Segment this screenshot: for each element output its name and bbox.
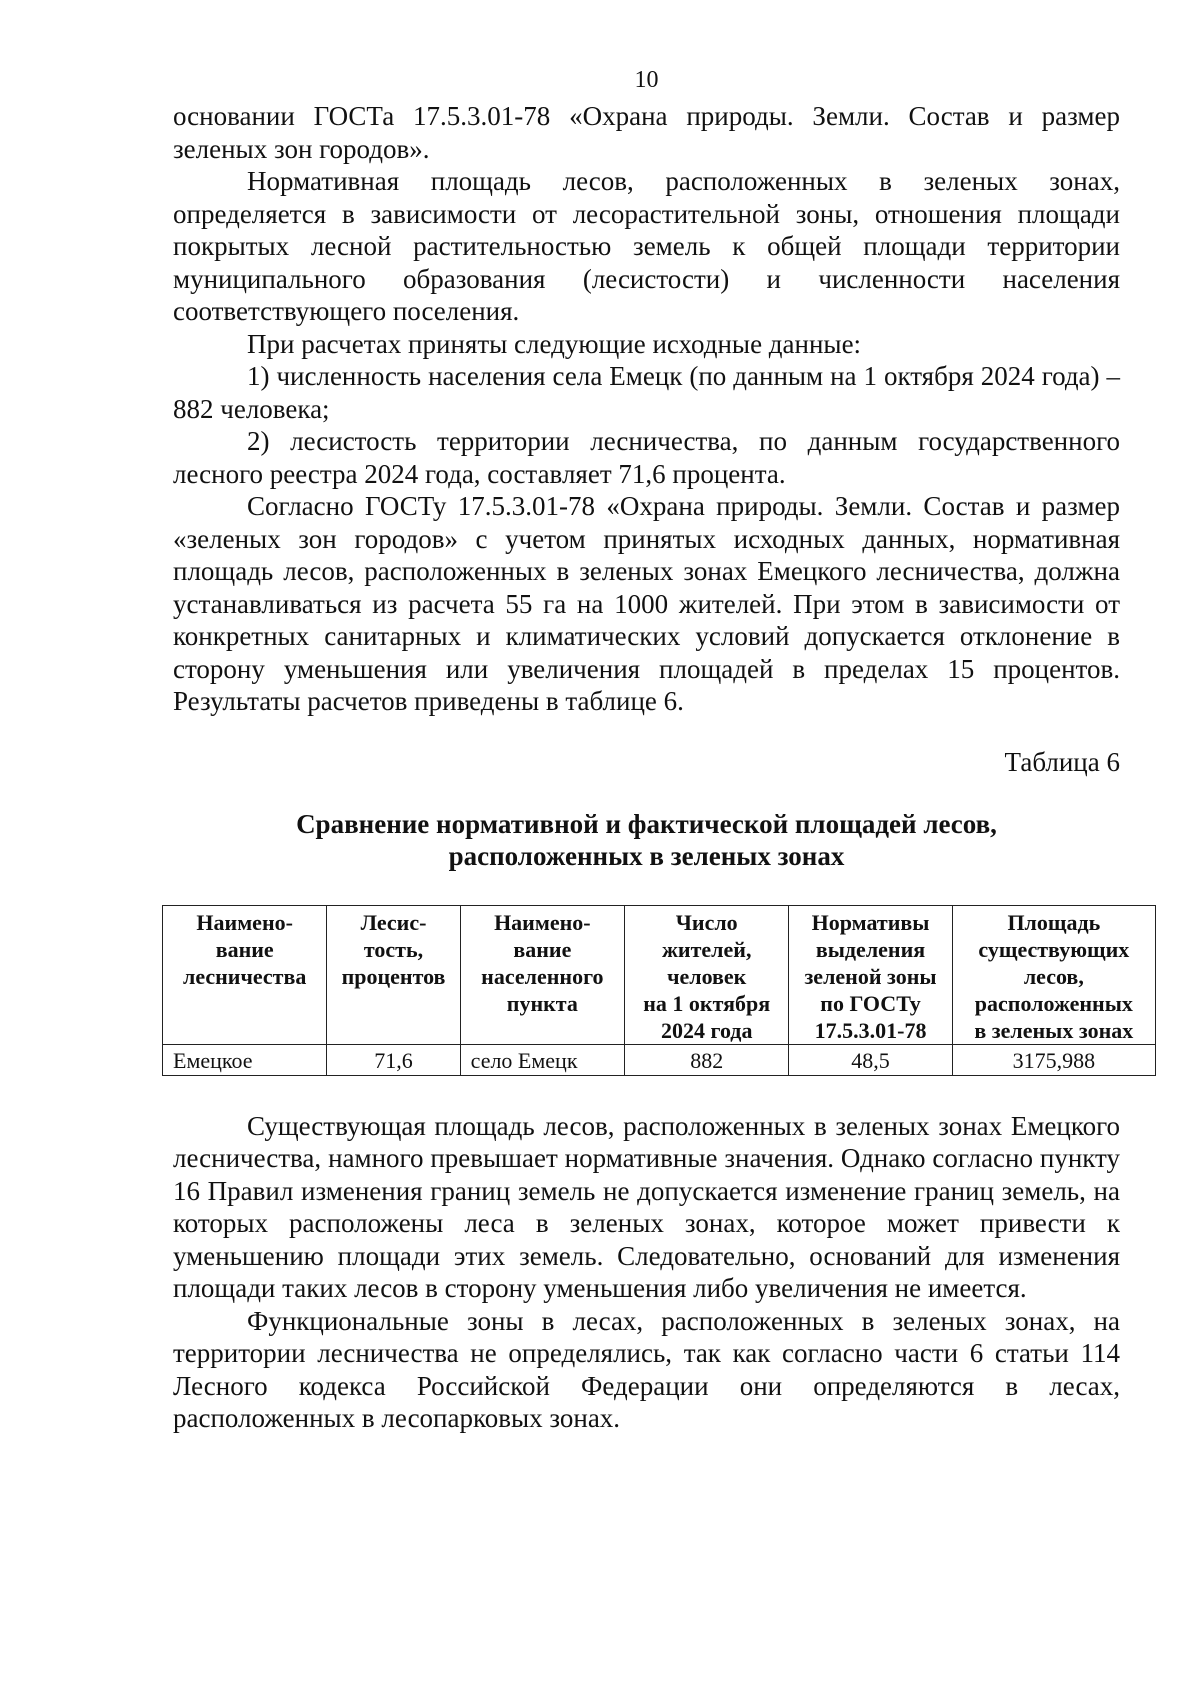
cell-norm: 48,5: [789, 1044, 952, 1075]
document-page: [173, 66, 1134, 1435]
paragraph-normative-area: Нормативная площадь лесов, расположенных в зеленых зонах, определяется в зависимости от лесорастительной зоны, отношения площади покрытых лесной растительностью земель к общей площади территории муниципального образования (лесистости) и численности населения соответствующего поселения.: [173, 166, 1120, 326]
paragraph-continuation: основании ГОСТа 17.5.3.01-78 «Охрана природы. Земли. Состав и размер зеленых зон городов».: [173, 101, 1120, 164]
header-green-zone-norms: Нормативы выделения зеленой зоны по ГОСТу 17.5.3.01-78: [789, 905, 952, 1044]
header-existing-forest-area: Площадь существующих лесов, расположенных в зеленых зонах: [952, 905, 1155, 1044]
cell-settlement: село Емецк: [460, 1044, 624, 1075]
paragraph-input-data-intro: При расчетах приняты следующие исходные данные:: [247, 328, 862, 359]
cell-existing-area: 3175,988: [952, 1044, 1155, 1075]
page-number: 10: [634, 67, 659, 93]
table-title-line-2: расположенных в зеленых зонах: [448, 840, 845, 871]
table-caption: Таблица 6: [1004, 746, 1120, 777]
table-title: [173, 808, 1120, 872]
paragraph-gost-calculation: Согласно ГОСТу 17.5.3.01-78 «Охрана природы. Земли. Состав и размер «зеленых зон городов» с учетом принятых исходных данных, нормативная площадь лесов, расположенных в зеленых зонах Емецкого лесничества, должна устанавливаться из расчета 55 га на 1000 жителей. При этом в зависимости от конкретных санитарных и климатических условий допускается отклонение в сторону уменьшения или увеличения площадей в пределах 15 процентов. Результаты расчетов приведены в таблице 6.: [173, 491, 1120, 716]
cell-forest-cover: 71,6: [327, 1044, 460, 1075]
header-residents: Число жителей, человек на 1 октября 2024 года: [625, 905, 789, 1044]
header-forest-cover: Лесис- тость, процентов: [327, 905, 460, 1044]
after-table-section: [173, 1110, 1120, 1435]
header-forestry-name: Наимено- вание лесничества: [163, 905, 327, 1044]
cell-residents: 882: [625, 1044, 789, 1075]
table-row: [163, 1044, 1156, 1075]
paragraph-existing-area: Существующая площадь лесов, расположенных в зеленых зонах Емецкого лесничества, намного превышает нормативные значения. Однако согласно пункту 16 Правил изменения границ земель не допускается изменение границ земель, на которых расположены леса в зеленых зонах, которое может привести к уменьшению площади этих земель. Следовательно, оснований для изменения площади таких лесов в сторону уменьшения либо увеличения не имеется.: [173, 1110, 1120, 1303]
table-title-line-1: Сравнение нормативной и фактической площадей лесов,: [296, 808, 997, 839]
table-header-row: [163, 905, 1156, 1044]
paragraph-population: 1) численность населения села Емецк (по данным на 1 октября 2024 года) – 882 человека;: [173, 361, 1120, 424]
paragraph-forest-cover: 2) лесистость территории лесничества, по данным государственного лесного реестра 2024 года, составляет 71,6 процента.: [173, 426, 1120, 489]
paragraph-functional-zones: Функциональные зоны в лесах, расположенных в зеленых зонах, на территории лесничества не определялись, так как согласно части 6 статьи 114 Лесного кодекса Российской Федерации они определяются в лесах, расположенных в лесопарковых зонах.: [173, 1305, 1120, 1433]
comparison-table: [162, 905, 1156, 1076]
cell-forestry: Емецкое: [163, 1044, 327, 1075]
header-settlement-name: Наимено- вание населенного пункта: [460, 905, 624, 1044]
